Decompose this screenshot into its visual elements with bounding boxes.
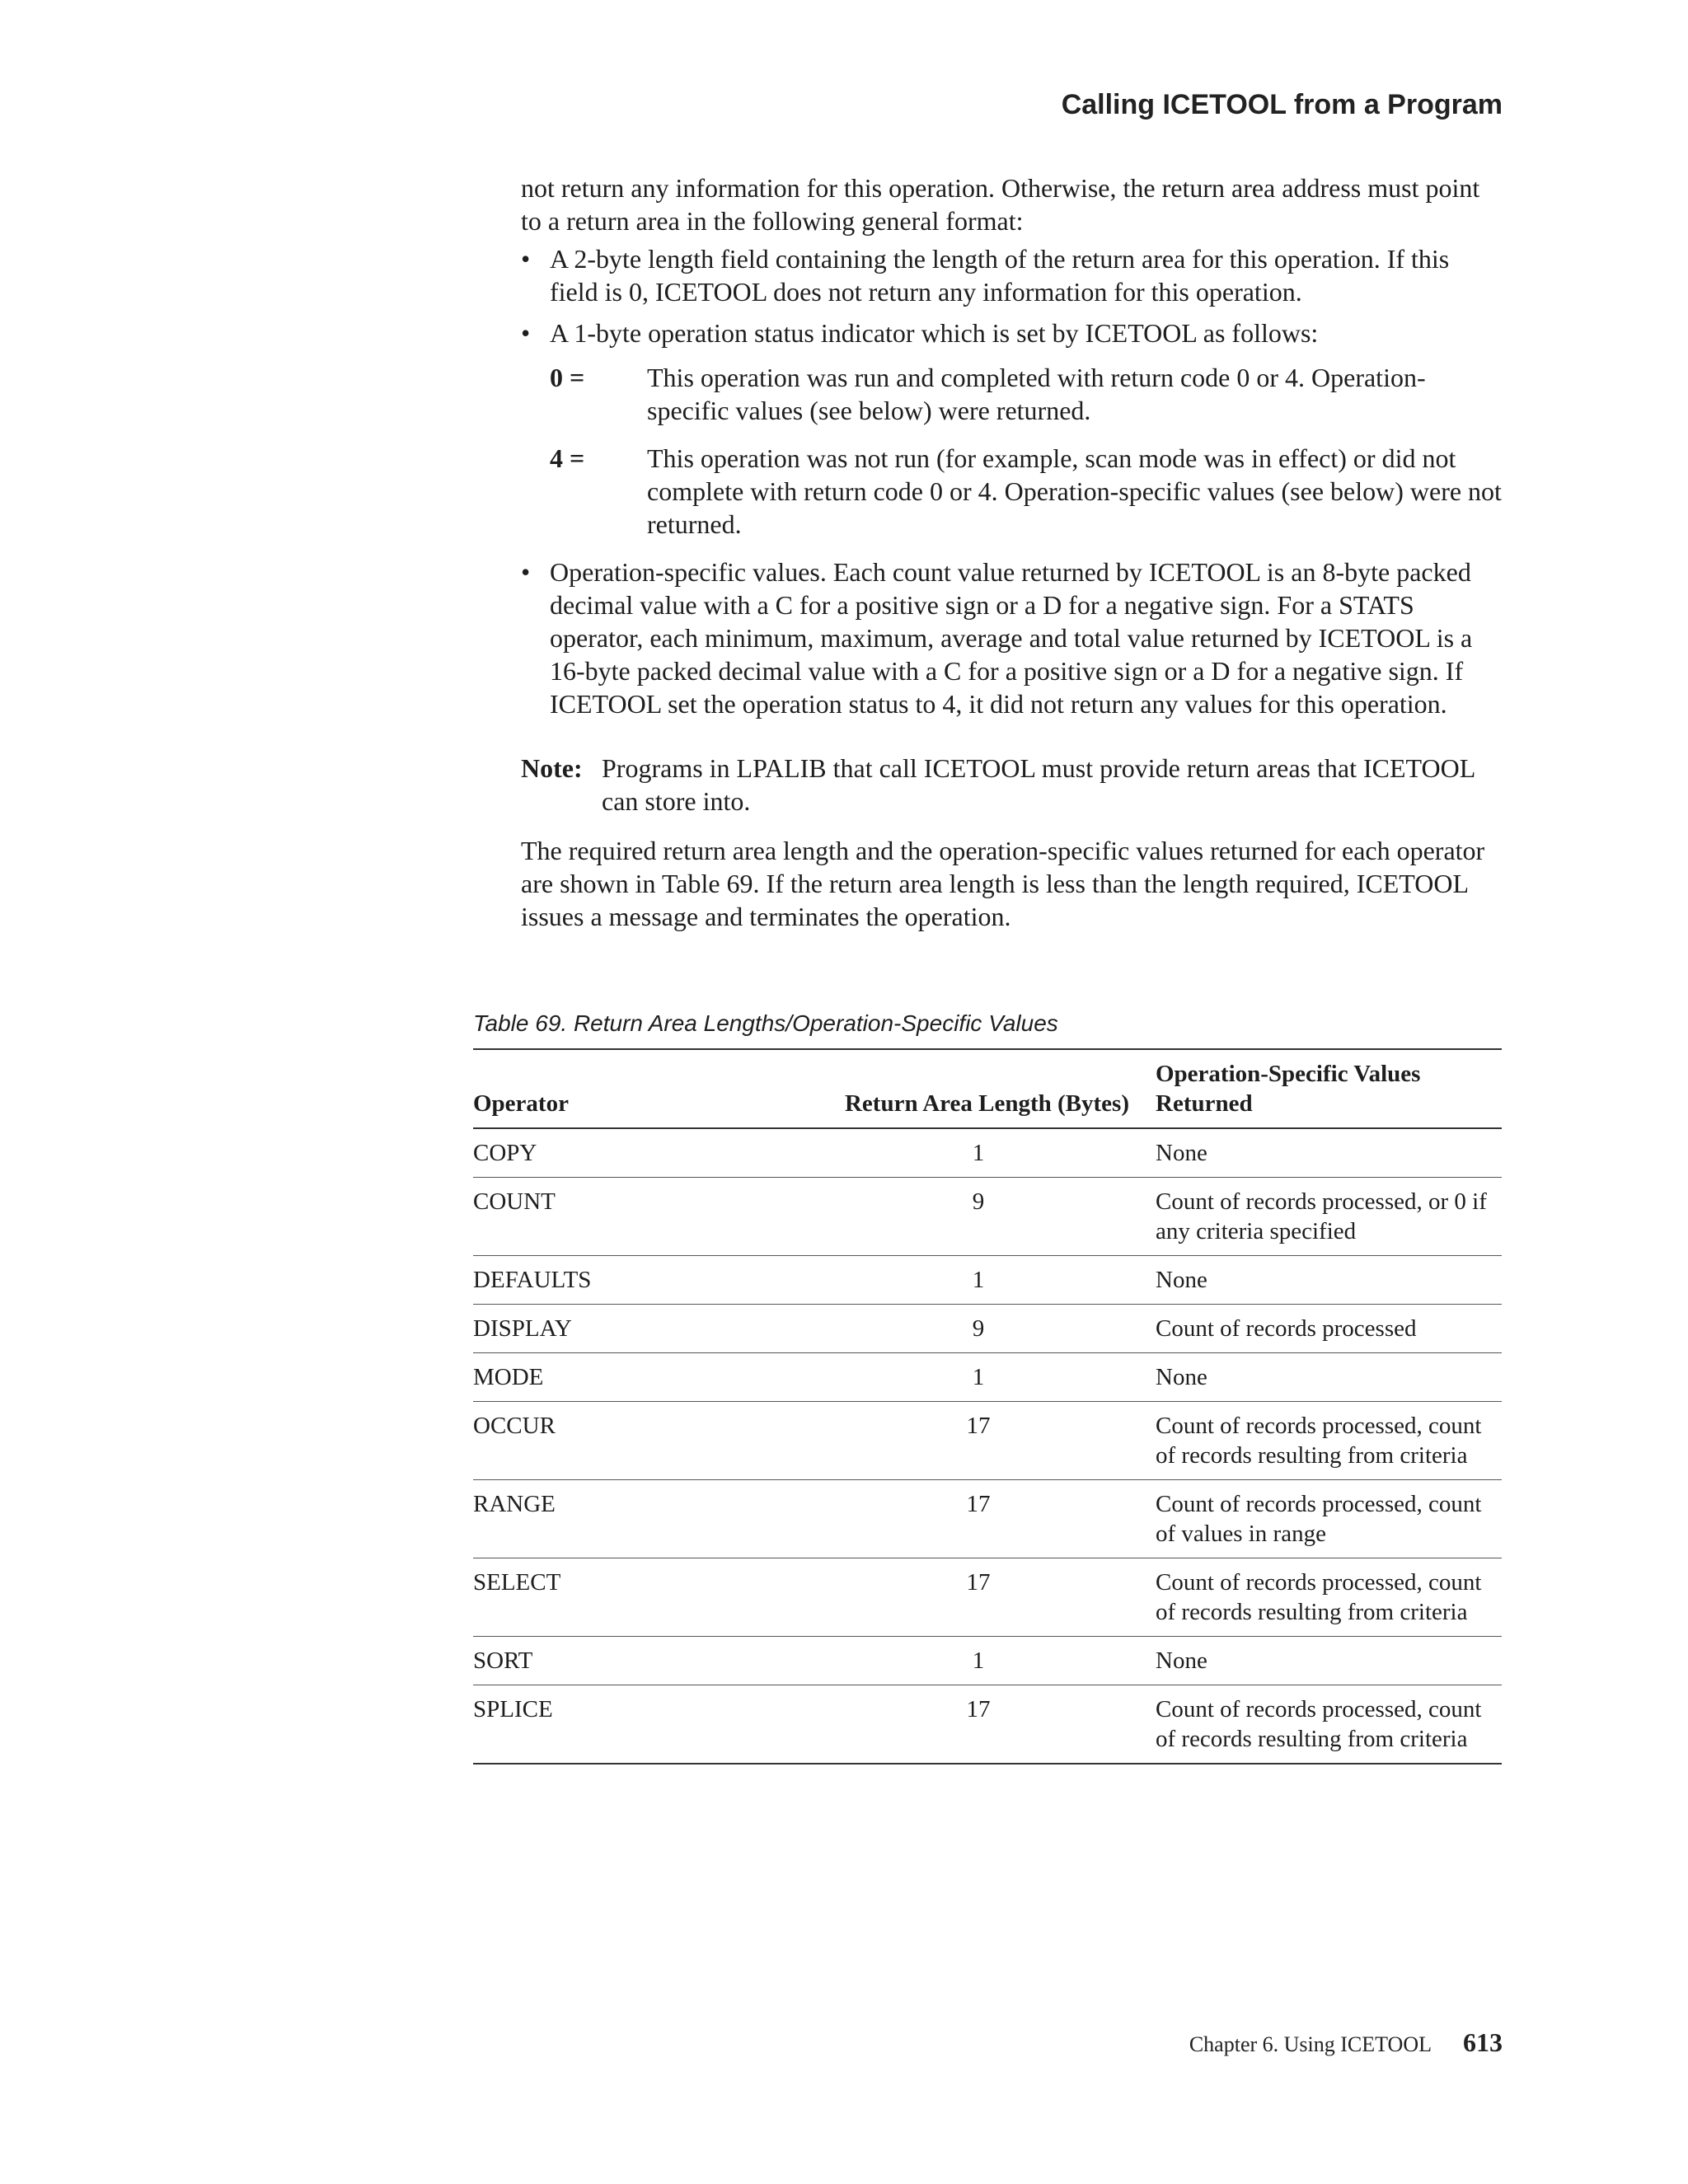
cell-operator: RANGE bbox=[473, 1480, 832, 1558]
cell-length bbox=[832, 1480, 1156, 1558]
list-item bbox=[521, 316, 1502, 541]
note-text: Programs in LPALIB that call ICETOOL must provide return areas that ICETOOL can store into. bbox=[602, 753, 1475, 816]
cell-length bbox=[832, 1256, 1156, 1305]
cell-values: Count of records processed, or 0 if any criteria specified bbox=[1156, 1178, 1502, 1256]
cell-values: Count of records processed, count of records resulting from criteria bbox=[1156, 1402, 1502, 1480]
status-definition-list bbox=[550, 361, 1502, 541]
cell-operator: SELECT bbox=[473, 1558, 832, 1637]
cell-operator: COPY bbox=[473, 1128, 832, 1178]
cell-operator: DEFAULTS bbox=[473, 1256, 832, 1305]
table-body bbox=[473, 1128, 1502, 1764]
cell-length bbox=[832, 1558, 1156, 1637]
length-value: 1 bbox=[972, 1364, 985, 1390]
cell-length bbox=[832, 1305, 1156, 1353]
table-row bbox=[473, 1402, 1502, 1480]
cell-values: Count of records processed, count of values in range bbox=[1156, 1480, 1502, 1558]
column-header-length: Return Area Length (Bytes) bbox=[832, 1049, 1156, 1128]
intro-paragraph: not return any information for this operation. Otherwise, the return area address must point to a return area in the following general format: bbox=[521, 173, 1480, 236]
table-row bbox=[473, 1178, 1502, 1256]
status-row bbox=[550, 442, 1502, 541]
cell-operator: COUNT bbox=[473, 1178, 832, 1256]
cell-values: Count of records processed, count of records resulting from criteria bbox=[1156, 1558, 1502, 1637]
cell-length bbox=[832, 1178, 1156, 1256]
table-row bbox=[473, 1128, 1502, 1178]
list-item-text: A 2-byte length field containing the length of the return area for this operation. If this field is 0, ICETOOL does not return any information for this operation. bbox=[550, 244, 1450, 307]
cell-length bbox=[832, 1402, 1156, 1480]
status-key: 4 = bbox=[550, 443, 585, 473]
table-header-row bbox=[473, 1049, 1502, 1128]
cell-values: None bbox=[1156, 1128, 1502, 1178]
status-description: This operation was not run (for example, scan mode was in effect) or did not complete with return code 0 or 4. Operation-specific values (see below) were not returned. bbox=[647, 443, 1502, 539]
cell-length bbox=[832, 1685, 1156, 1765]
cell-values: None bbox=[1156, 1637, 1502, 1685]
length-value: 1 bbox=[972, 1140, 985, 1166]
cell-operator: DISPLAY bbox=[473, 1305, 832, 1353]
page-number: 613 bbox=[1463, 2027, 1503, 2057]
note bbox=[521, 752, 1502, 818]
footer-chapter: Chapter 6. Using ICETOOL bbox=[1189, 2032, 1432, 2056]
table-row bbox=[473, 1305, 1502, 1353]
cell-values: Count of records processed bbox=[1156, 1305, 1502, 1353]
cell-length bbox=[832, 1637, 1156, 1685]
list-item bbox=[521, 242, 1502, 308]
table-row bbox=[473, 1353, 1502, 1402]
table-row bbox=[473, 1685, 1502, 1765]
length-value: 1 bbox=[972, 1267, 985, 1293]
length-value: 9 bbox=[972, 1315, 985, 1342]
cell-operator: MODE bbox=[473, 1353, 832, 1402]
table-reference-paragraph: The required return area length and the operation-specific values returned for each operator are shown in Table 69. If the return area length is less than the length required, ICETOOL issues a message and terminates the operation. bbox=[521, 836, 1485, 931]
length-value: 9 bbox=[972, 1188, 985, 1215]
column-header-operator: Operator bbox=[473, 1049, 832, 1128]
length-value: 17 bbox=[966, 1491, 991, 1517]
cell-length bbox=[832, 1128, 1156, 1178]
table-row bbox=[473, 1480, 1502, 1558]
note-label: Note: bbox=[521, 753, 583, 783]
length-value: 1 bbox=[972, 1647, 985, 1674]
cell-values: None bbox=[1156, 1256, 1502, 1305]
table-row bbox=[473, 1256, 1502, 1305]
table-row bbox=[473, 1558, 1502, 1637]
page-footer bbox=[1189, 2027, 1503, 2058]
status-key: 0 = bbox=[550, 363, 585, 392]
running-head-title: Calling ICETOOL from a Program bbox=[1061, 89, 1503, 120]
length-value: 17 bbox=[966, 1696, 991, 1722]
table-caption: Table 69. Return Area Lengths/Operation-Specific Values bbox=[473, 1010, 1058, 1036]
status-description: This operation was run and completed with return code 0 or 4. Operation-specific values (see below) were returned. bbox=[647, 363, 1426, 425]
cell-values: None bbox=[1156, 1353, 1502, 1402]
column-header-values: Operation-Specific Values Returned bbox=[1156, 1049, 1502, 1128]
cell-operator: SORT bbox=[473, 1637, 832, 1685]
length-value: 17 bbox=[966, 1413, 991, 1439]
list-item-text: A 1-byte operation status indicator which is set by ICETOOL as follows: bbox=[550, 318, 1319, 348]
cell-operator: OCCUR bbox=[473, 1402, 832, 1480]
return-area-table-section bbox=[473, 1010, 1502, 1765]
length-value: 17 bbox=[966, 1569, 991, 1596]
cell-operator: SPLICE bbox=[473, 1685, 832, 1765]
list-item bbox=[521, 555, 1502, 720]
cell-values: Count of records processed, count of records resulting from criteria bbox=[1156, 1685, 1502, 1765]
cell-length bbox=[832, 1353, 1156, 1402]
list-item-text: Operation-specific values. Each count value returned by ICETOOL is an 8-byte packed decimal value with a C for a positive sign or a D for a negative sign. For a STATS operator, each minimum, maximum, average and total value returned by ICETOOL is a 16-byte packed decimal value with a C for a positive sign or a D for a negative sign. If ICETOOL set the operation status to 4, it did not return any values for this operation. bbox=[550, 557, 1473, 719]
table-row bbox=[473, 1637, 1502, 1685]
return-area-table bbox=[473, 1048, 1502, 1765]
body-text bbox=[521, 171, 1502, 933]
format-list bbox=[521, 242, 1502, 720]
status-row bbox=[550, 361, 1502, 427]
